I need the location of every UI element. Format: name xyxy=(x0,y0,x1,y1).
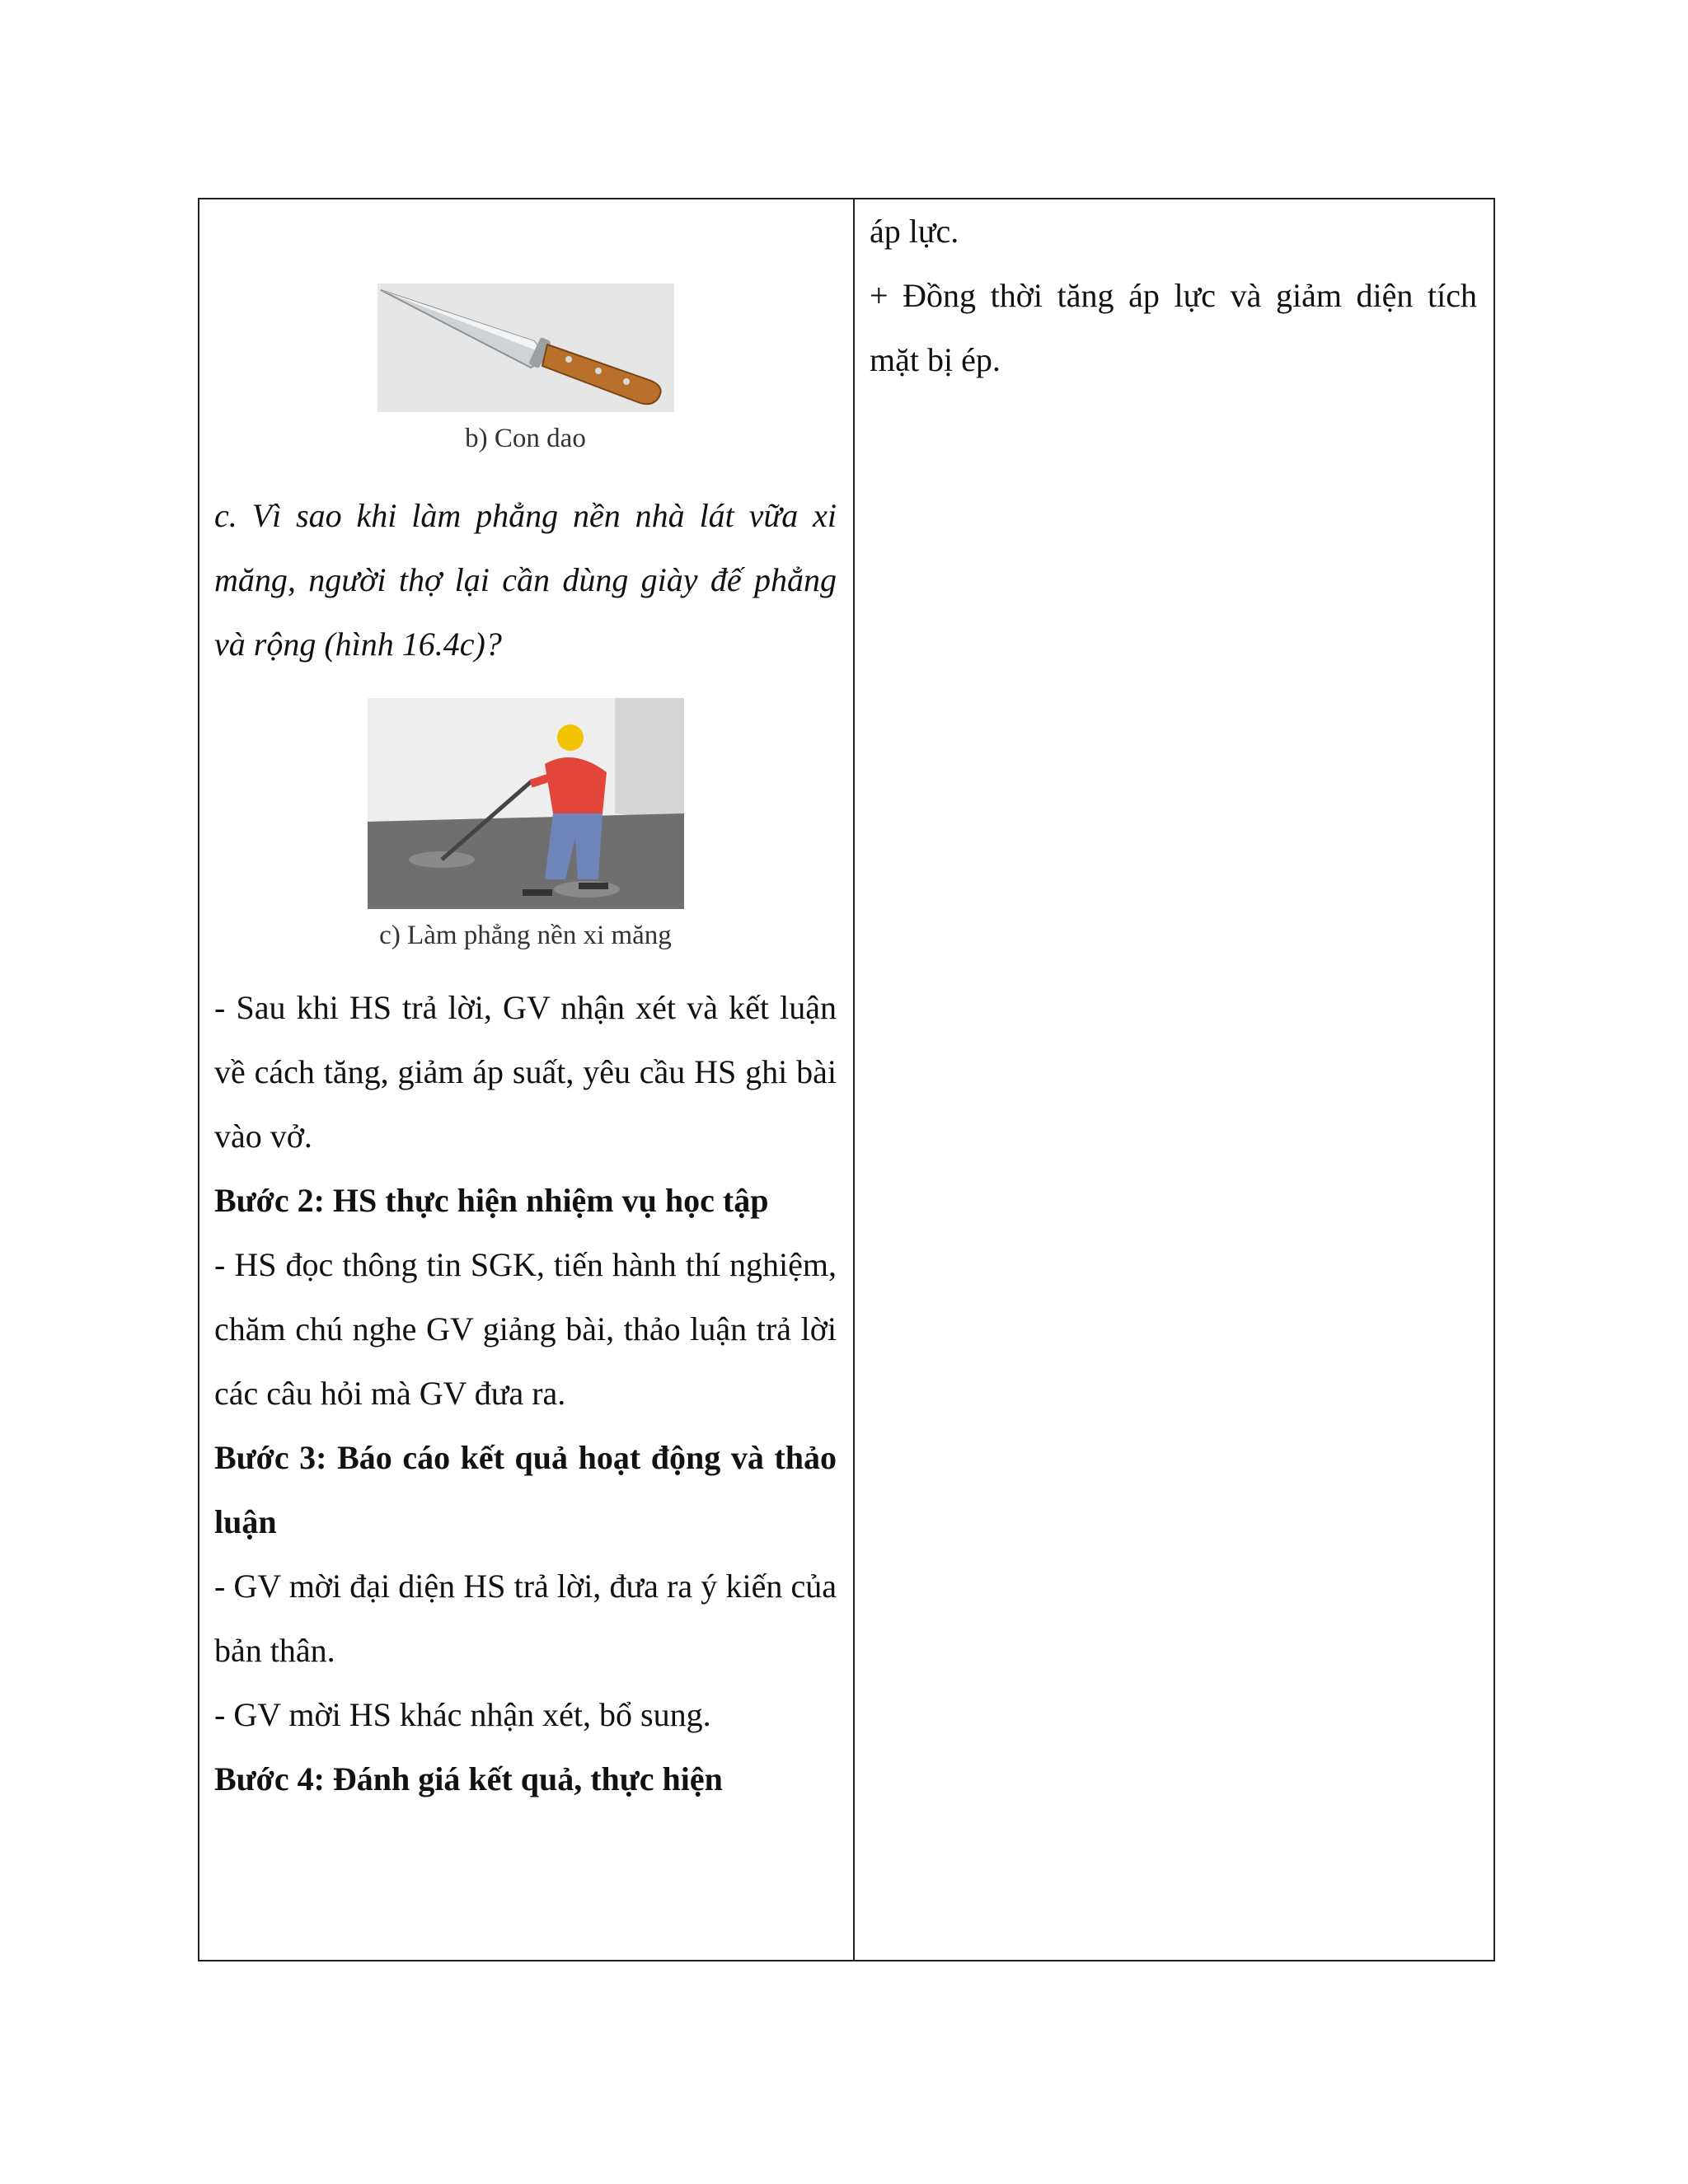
figure-b-caption: b) Con dao xyxy=(465,424,586,453)
right-line-1: áp lực. xyxy=(870,213,959,250)
right-line-2: + Đồng thời tăng áp lực và giảm diện tích mặt bị ép. xyxy=(870,277,1477,378)
step-2-paragraph: - HS đọc thông tin SGK, tiến hành thí nghiệm, chăm chú nghe GV giảng bài, thảo luận trả lời các câu hỏi mà GV đưa ra. xyxy=(214,1246,837,1412)
step-3-heading: Bước 3: Báo cáo kết quả hoạt động và thảo luận xyxy=(214,1439,837,1540)
step-3-paragraph-1: - GV mời đại diện HS trả lời, đưa ra ý kiến của bản thân. xyxy=(214,1568,837,1669)
question-c: c. Vì sao khi làm phẳng nền nhà lát vữa xi măng, người thợ lại cần dùng giày đế phẳng và rộng (hình 16.4c)? xyxy=(214,497,837,663)
floor-worker-image xyxy=(368,698,684,909)
product-column xyxy=(855,199,1493,1960)
conclusion-paragraph: - Sau khi HS trả lời, GV nhận xét và kết luận về cách tăng, giảm áp suất, yêu cầu HS ghi bài vào vở. xyxy=(214,989,837,1155)
figure-c-caption: c) Làm phẳng nền xi măng xyxy=(379,921,672,950)
knife-image xyxy=(377,284,674,412)
figure-knife xyxy=(214,284,837,454)
step-4-heading: Bước 4: Đánh giá kết quả, thực hiện xyxy=(214,1760,723,1797)
activity-column xyxy=(199,199,855,1960)
figure-worker xyxy=(214,698,837,951)
step-3-paragraph-2: - GV mời HS khác nhận xét, bổ sung. xyxy=(214,1696,711,1733)
lesson-table xyxy=(198,198,1495,1961)
step-2-heading: Bước 2: HS thực hiện nhiệm vụ học tập xyxy=(214,1182,769,1219)
